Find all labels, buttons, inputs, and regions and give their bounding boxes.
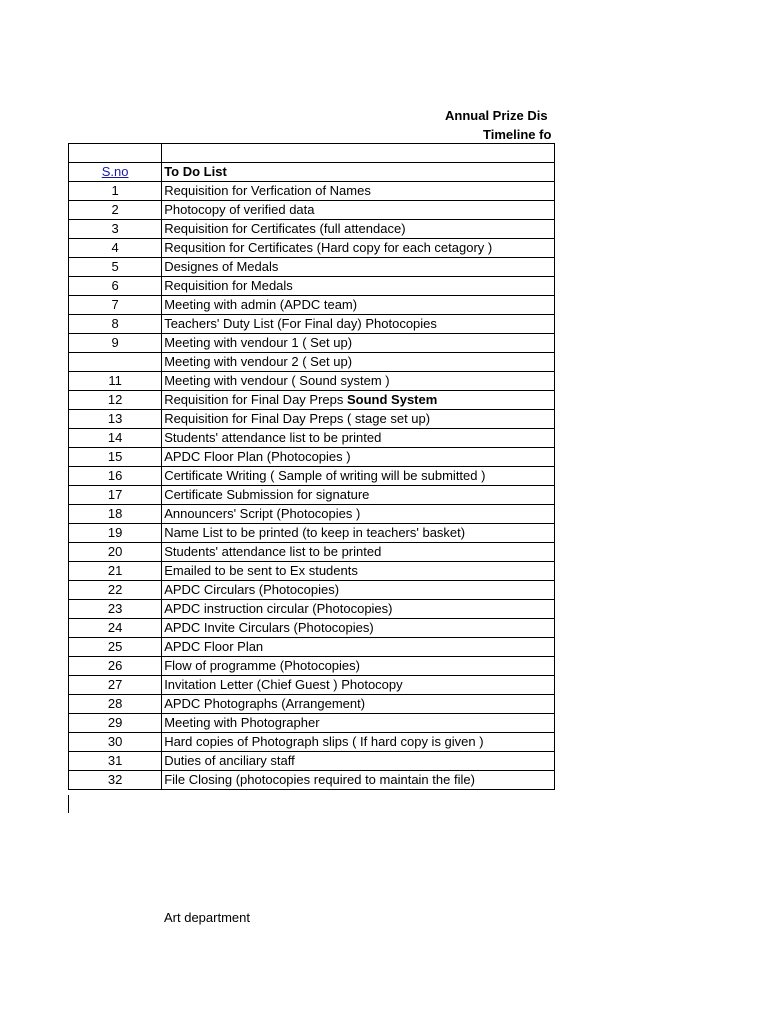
sno-cell[interactable]: 25 [69,638,162,657]
table-row [69,315,555,334]
task-text-bold: Sound System [347,392,438,407]
table-row [69,657,555,676]
sno-cell[interactable]: 4 [69,239,162,258]
task-text: Duties of anciliary staff [164,753,295,768]
task-text: Invitation Letter (Chief Guest ) Photocopy [164,677,403,692]
task-text: APDC Invite Circulars (Photocopies) [164,620,374,635]
table-row [69,467,555,486]
sno-cell[interactable]: 13 [69,410,162,429]
table-row [69,258,555,277]
sno-cell[interactable]: 5 [69,258,162,277]
sno-cell[interactable]: 3 [69,220,162,239]
task-cell[interactable] [162,543,555,562]
sno-cell[interactable]: 18 [69,505,162,524]
table-row [69,600,555,619]
task-cell[interactable] [162,638,555,657]
table-row [69,353,555,372]
task-cell[interactable] [162,486,555,505]
task-cell[interactable] [162,296,555,315]
table-row [69,543,555,562]
task-cell[interactable] [162,752,555,771]
task-text: Emailed to be sent to Ex students [164,563,358,578]
footer-department: Art department [164,910,250,925]
task-text: Requisition for Medals [164,278,293,293]
task-text: APDC Floor Plan [164,639,264,654]
task-text: Hard copies of Photograph slips ( If hard copy is given ) [164,734,484,749]
table-row [69,391,555,410]
task-cell[interactable] [162,467,555,486]
sno-cell[interactable]: 9 [69,334,162,353]
task-cell[interactable] [162,600,555,619]
task-text: Students' attendance list to be printed [164,430,382,445]
task-cell[interactable] [162,562,555,581]
task-cell[interactable] [162,220,555,239]
task-text: File Closing (photocopies required to maintain the file) [164,772,475,787]
table-row [69,410,555,429]
task-cell[interactable] [162,448,555,467]
task-text: Students' attendance list to be printed [164,544,382,559]
sno-cell[interactable]: 27 [69,676,162,695]
sno-cell[interactable] [69,353,162,372]
task-text: APDC Floor Plan (Photocopies ) [164,449,351,464]
table-row [69,277,555,296]
table-row [69,429,555,448]
task-cell[interactable] [162,391,555,410]
sno-header[interactable]: S.no [69,163,162,182]
sno-cell[interactable]: 17 [69,486,162,505]
table-row [69,372,555,391]
task-text: Certificate Writing ( Sample of writing will be submitted ) [164,468,486,483]
sno-cell[interactable]: 1 [69,182,162,201]
document-subtitle: Timeline fo [483,127,552,142]
task-cell[interactable] [162,714,555,733]
task-text: Announcers' Script (Photocopies ) [164,506,361,521]
task-cell[interactable] [162,657,555,676]
task-text: Requisition for Final Day Preps [164,392,347,407]
task-cell[interactable] [162,505,555,524]
task-text: Meeting with Photographer [164,715,320,730]
task-cell[interactable] [162,619,555,638]
sno-cell[interactable]: 24 [69,619,162,638]
todo-header[interactable]: To Do List [162,163,555,182]
task-cell[interactable] [162,771,555,790]
task-text: Designes of Medals [164,259,279,274]
task-cell[interactable] [162,429,555,448]
table-row [69,220,555,239]
task-cell[interactable] [162,353,555,372]
table-row [69,505,555,524]
table-row [69,334,555,353]
task-text: Meeting with vendour 2 ( Set up) [164,354,353,369]
sno-cell[interactable]: 32 [69,771,162,790]
task-text: Meeting with vendour ( Sound system ) [164,373,390,388]
task-text: Requsition for Certificates (Hard copy for each cetagory ) [164,240,493,255]
task-text: APDC Circulars (Photocopies) [164,582,340,597]
title-area [0,104,556,144]
task-cell[interactable] [162,524,555,543]
task-cell[interactable] [162,239,555,258]
header-row [69,163,555,182]
sno-cell[interactable]: 28 [69,695,162,714]
table-row [69,695,555,714]
task-text: Meeting with admin (APDC team) [164,297,358,312]
sno-cell[interactable]: 15 [69,448,162,467]
table-row [69,676,555,695]
task-text: APDC instruction circular (Photocopies) [164,601,393,616]
table-row [69,201,555,220]
table-row [69,448,555,467]
task-text: Requisition for Certificates (full attendace) [164,221,406,236]
sno-cell[interactable]: 29 [69,714,162,733]
table-row [69,182,555,201]
task-cell[interactable] [162,733,555,752]
sno-cell[interactable]: 23 [69,600,162,619]
task-cell[interactable] [162,201,555,220]
sno-cell[interactable]: 8 [69,315,162,334]
sno-cell[interactable]: 16 [69,467,162,486]
table-row [69,296,555,315]
todo-table [68,143,555,790]
task-text: Name List to be printed (to keep in teachers' basket) [164,525,466,540]
sno-cell[interactable]: 7 [69,296,162,315]
todo-table-container [68,143,555,790]
task-cell[interactable] [162,581,555,600]
table-row [69,619,555,638]
sno-cell[interactable]: 11 [69,372,162,391]
document-title: Annual Prize Dis [445,108,548,123]
table-row [69,733,555,752]
left-border-tail [68,795,69,813]
blank-row [69,144,555,163]
task-text: Certificate Submission for signature [164,487,370,502]
task-cell[interactable] [162,182,555,201]
task-text: Photocopy of verified data [164,202,315,217]
sno-cell[interactable]: 2 [69,201,162,220]
task-cell[interactable] [162,258,555,277]
sno-cell[interactable]: 6 [69,277,162,296]
task-cell[interactable] [162,315,555,334]
task-cell[interactable] [162,695,555,714]
task-cell[interactable] [162,372,555,391]
task-cell[interactable] [162,334,555,353]
task-text: Teachers' Duty List (For Final day) Photocopies [164,316,437,331]
table-row [69,638,555,657]
sno-cell[interactable]: 21 [69,562,162,581]
sno-cell[interactable]: 26 [69,657,162,676]
task-text: Meeting with vendour 1 ( Set up) [164,335,353,350]
task-cell[interactable] [162,676,555,695]
table-row [69,524,555,543]
table-row [69,486,555,505]
table-row [69,752,555,771]
sno-cell[interactable]: 14 [69,429,162,448]
task-text: Requisition for Verfication of Names [164,183,371,198]
table-row [69,714,555,733]
blank-cell[interactable] [162,144,555,163]
table-row [69,239,555,258]
task-text: Flow of programme (Photocopies) [164,658,360,673]
sno-cell[interactable]: 30 [69,733,162,752]
blank-cell[interactable] [69,144,162,163]
sno-cell[interactable]: 22 [69,581,162,600]
sno-cell[interactable]: 12 [69,391,162,410]
task-cell[interactable] [162,277,555,296]
sno-cell[interactable]: 19 [69,524,162,543]
task-text: APDC Photographs (Arrangement) [164,696,366,711]
table-row [69,581,555,600]
sno-cell[interactable]: 20 [69,543,162,562]
table-row [69,771,555,790]
sno-cell[interactable]: 31 [69,752,162,771]
task-text: Requisition for Final Day Preps ( stage set up) [164,411,431,426]
task-cell[interactable] [162,410,555,429]
table-row [69,562,555,581]
